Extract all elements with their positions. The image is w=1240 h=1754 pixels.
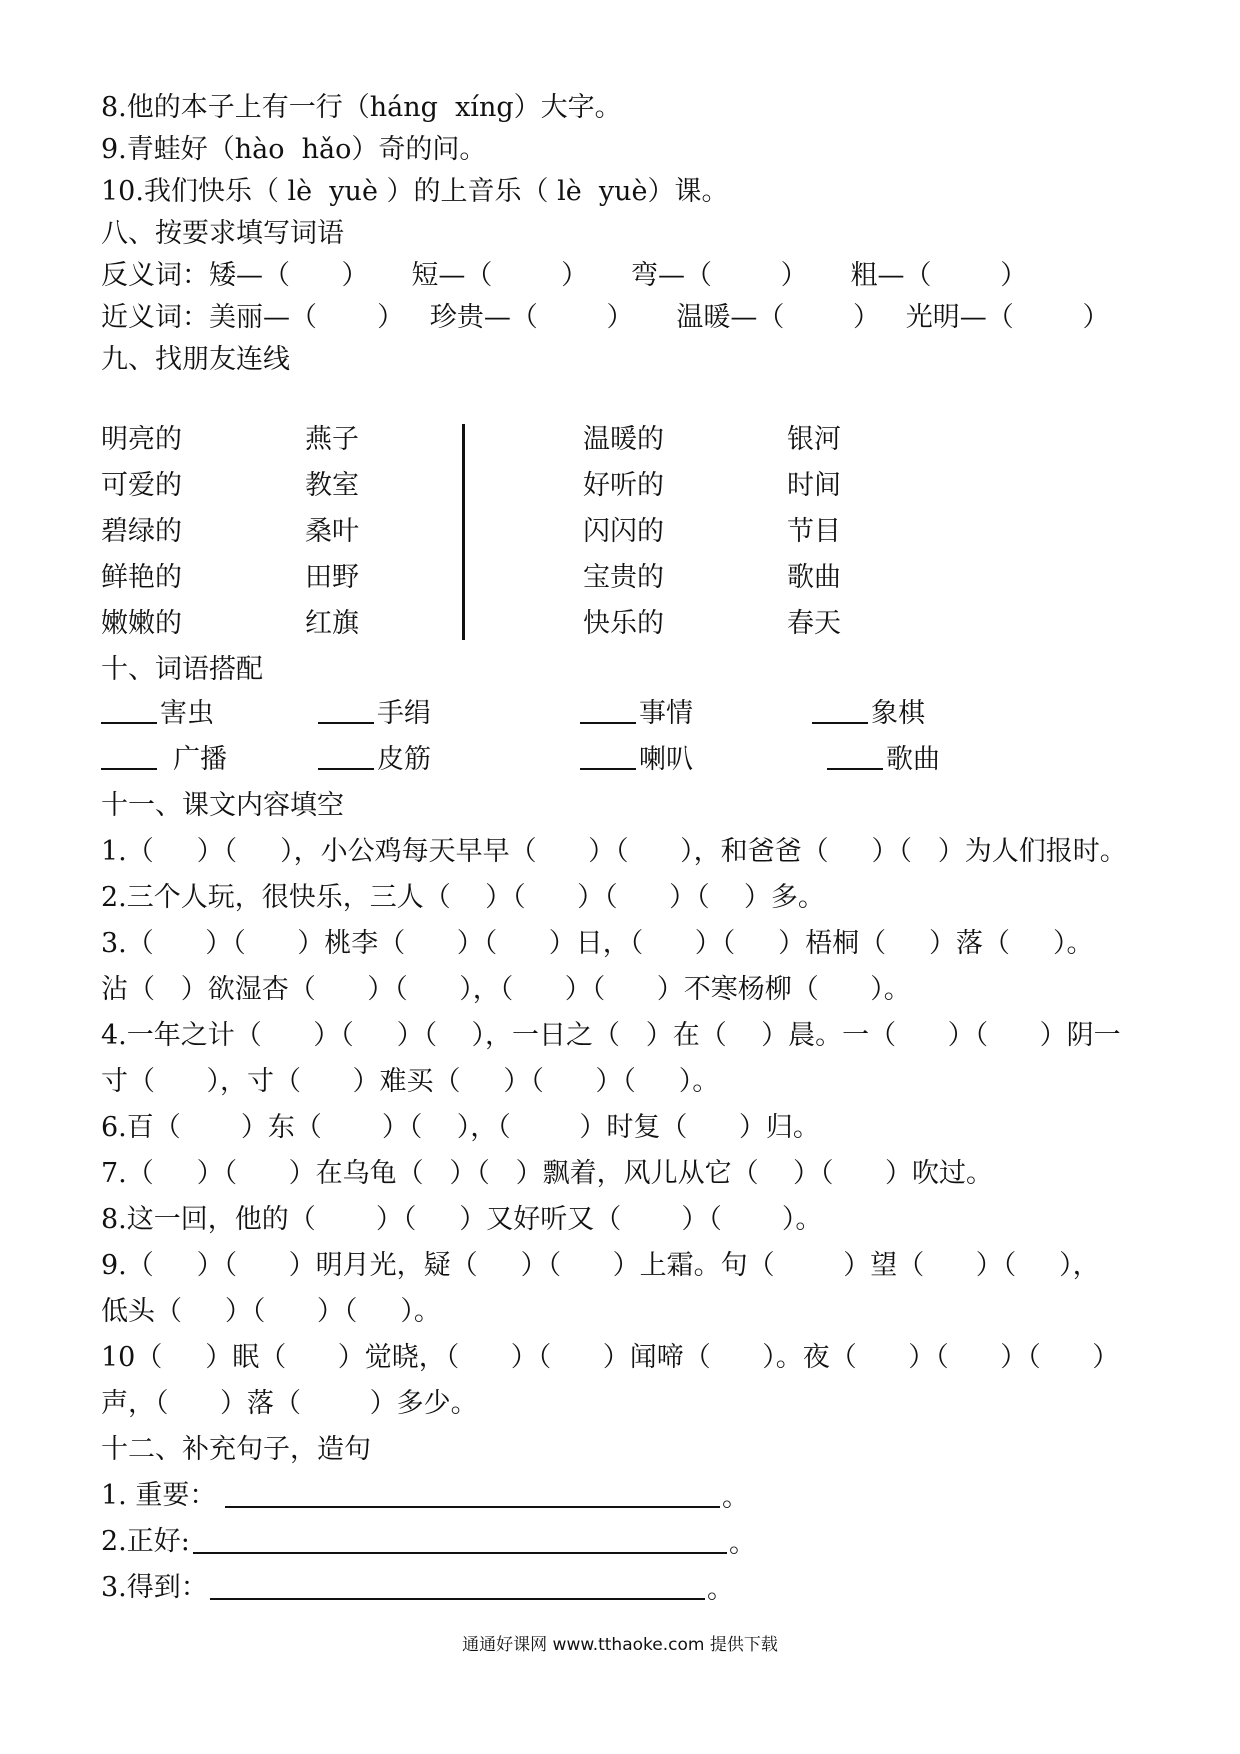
section-9-title: 九、找朋友连线 <box>101 344 290 375</box>
fill-line: 10（ ）眠（ ）觉晓，（ ）（ ）闻啼（ ）。夜（ ）（ ）（ ） <box>101 1342 1120 1373</box>
match-right-adj: 闪闪的 <box>583 516 664 547</box>
match-right-noun: 歌曲 <box>787 562 841 593</box>
match-left-noun: 教室 <box>305 470 359 501</box>
word-blank[interactable] <box>101 768 157 770</box>
match-left-noun: 桑叶 <box>305 516 359 547</box>
match-left-adj: 嫩嫩的 <box>101 608 182 639</box>
pinyin-item-10: 10.我们快乐（ lè yuè ）的上音乐（ lè yuè）课。 <box>101 176 729 207</box>
fill-line: 寸（ ），寸（ ）难买（ ）（ ）（ ）。 <box>101 1066 720 1097</box>
fill-line: 7.（ ）（ ）在乌龟（ ）（ ）飘着，风儿从它（ ）（ ）吹过。 <box>101 1158 993 1189</box>
word-blank[interactable] <box>580 768 636 770</box>
word-pair: 事情 <box>639 698 693 729</box>
pinyin-item-8: 8.他的本子上有一行（háng xíng）大字。 <box>101 92 622 123</box>
footer-credit: 通通好课网 www.tthaoke.com 提供下载 <box>462 1635 778 1655</box>
match-left-adj: 鲜艳的 <box>101 562 182 593</box>
sentence-item-label: 1. 重要： <box>101 1480 217 1511</box>
section-8-title: 八、按要求填写词语 <box>101 218 344 249</box>
section-12-title: 十二、补充句子，造句 <box>101 1434 371 1465</box>
word-pair: 皮筋 <box>377 744 431 775</box>
fill-line: 8.这一回，他的（ ）（ ）又好听又（ ）（ ）。 <box>101 1204 823 1235</box>
match-left-noun: 燕子 <box>305 424 359 455</box>
match-left-adj: 可爱的 <box>101 470 182 501</box>
sentence-answer-line[interactable] <box>225 1506 720 1508</box>
sentence-end-mark: 。 <box>722 1482 749 1513</box>
word-pair: 象棋 <box>871 698 925 729</box>
word-pair: 喇叭 <box>639 744 693 775</box>
pinyin-item-9: 9.青蛙好（hào hǎo）奇的问。 <box>101 134 487 165</box>
fill-line: 沾（ ）欲湿杏（ ）（ ），（ ）（ ）不寒杨柳（ ）。 <box>101 974 911 1005</box>
match-left-noun: 红旗 <box>305 608 359 639</box>
sentence-answer-line[interactable] <box>193 1552 727 1554</box>
word-pair: 害虫 <box>160 698 214 729</box>
word-blank[interactable] <box>318 768 374 770</box>
fill-line: 2.三个人玩，很快乐，三人（ ）（ ）（ ）（ ）多。 <box>101 882 825 913</box>
match-right-noun: 时间 <box>787 470 841 501</box>
section-11-title: 十一、课文内容填空 <box>101 790 344 821</box>
fill-line: 4.一年之计（ ）（ ）（ ），一日之（ ）在（ ）晨。一（ ）（ ）阴一 <box>101 1020 1121 1051</box>
match-right-adj: 快乐的 <box>583 608 664 639</box>
sentence-item-label: 3.得到： <box>101 1572 208 1603</box>
word-blank[interactable] <box>101 722 157 724</box>
sentence-answer-line[interactable] <box>210 1598 705 1600</box>
word-blank[interactable] <box>580 722 636 724</box>
word-pair: 广播 <box>173 744 227 775</box>
match-right-noun: 银河 <box>787 424 841 455</box>
section-10-title: 十、词语搭配 <box>101 654 263 685</box>
word-pair: 手绢 <box>377 698 431 729</box>
sentence-end-mark: 。 <box>729 1528 756 1559</box>
word-blank[interactable] <box>318 722 374 724</box>
column-divider <box>462 424 465 640</box>
word-blank[interactable] <box>812 722 868 724</box>
match-right-adj: 宝贵的 <box>583 562 664 593</box>
match-right-noun: 节目 <box>787 516 841 547</box>
sentence-end-mark: 。 <box>707 1574 734 1605</box>
fill-line: 6.百（ ）东（ ）（ ），（ ）时复（ ）归。 <box>101 1112 820 1143</box>
match-left-adj: 明亮的 <box>101 424 182 455</box>
word-pair: 歌曲 <box>886 744 940 775</box>
match-left-noun: 田野 <box>305 562 359 593</box>
sentence-item-label: 2.正好: <box>101 1526 190 1557</box>
match-right-adj: 好听的 <box>583 470 664 501</box>
fill-line: 3.（ ）（ ）桃李（ ）（ ）日，（ ）（ ）梧桐（ ）落（ ）。 <box>101 928 1094 959</box>
fill-line: 低头（ ）（ ）（ ）。 <box>101 1296 441 1327</box>
fill-line: 9.（ ）（ ）明月光，疑（ ）（ ）上霜。句（ ）望（ ）（ ）， <box>101 1250 1100 1281</box>
fill-line: 声，（ ）落（ ）多少。 <box>101 1388 478 1419</box>
match-right-adj: 温暖的 <box>583 424 664 455</box>
synonyms-line: 近义词：美丽—（ ） 珍贵—（ ） 温暖—（ ） 光明—（ ） <box>101 302 1110 333</box>
fill-line: 1.（ ）（ ），小公鸡每天早早（ ）（ ），和爸爸（ ）（ ）为人们报时。 <box>101 836 1127 867</box>
word-blank[interactable] <box>827 768 883 770</box>
match-right-noun: 春天 <box>787 608 841 639</box>
match-left-adj: 碧绿的 <box>101 516 182 547</box>
antonyms-line: 反义词：矮—（ ） 短—（ ） 弯—（ ） 粗—（ ） <box>101 260 1028 291</box>
